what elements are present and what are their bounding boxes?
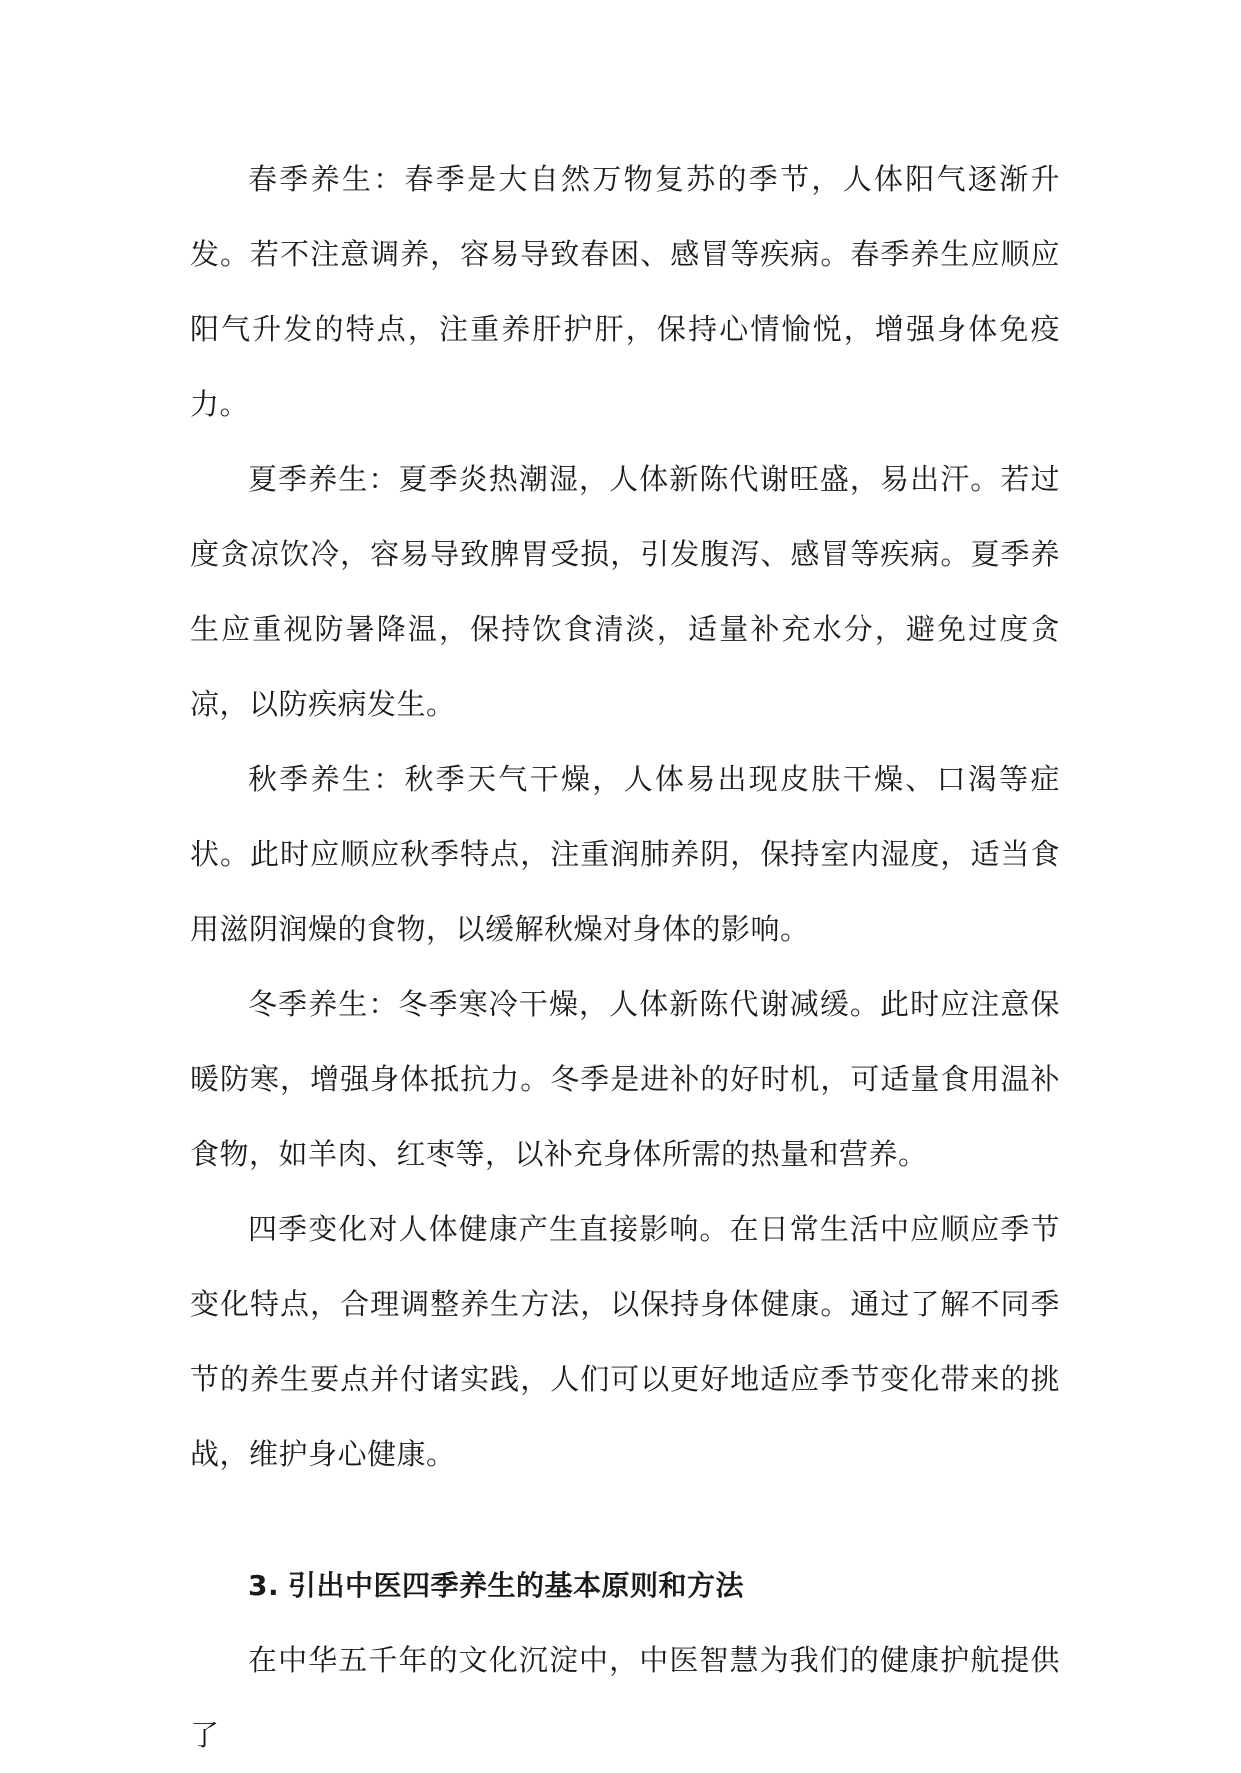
section-heading-title: 引出中医四季养生的基本原则和方法 xyxy=(288,1569,745,1602)
paragraph-summary: 四季变化对人体健康产生直接影响。在日常生活中应顺应季节变化特点，合理调整养生方法，以保持身体健康。通过了解不同季节的养生要点并付诸实践，人们可以更好地适应季节变化带来的挑战，维护身心健康。 xyxy=(190,1212,1060,1471)
paragraph-summer: 夏季养生：夏季炎热潮湿，人体新陈代谢旺盛，易出汗。若过度贪凉饮冷，容易导致脾胃受损，引发腹泻、感冒等疾病。夏季养生应重视防暑降温，保持饮食清淡，适量补充水分，避免过度贪凉，以防疾病发生。 xyxy=(190,462,1060,721)
paragraph-intro: 在中华五千年的文化沉淀中，中医智慧为我们的健康护航提供了 xyxy=(190,1643,1060,1752)
paragraph-autumn: 秋季养生：秋季天气干燥，人体易出现皮肤干燥、口渴等症状。此时应顺应秋季特点，注重润肺养阴，保持室内湿度，适当食用滋阴润燥的食物，以缓解秋燥对身体的影响。 xyxy=(190,762,1060,946)
paragraph-spring: 春季养生：春季是大自然万物复苏的季节，人体阳气逐渐升发。若不注意调养，容易导致春困、感冒等疾病。春季养生应顺应阳气升发的特点，注重养肝护肝，保持心情愉悦，增强身体免疫力。 xyxy=(190,162,1060,421)
paragraph-winter: 冬季养生：冬季寒冷干燥，人体新陈代谢减缓。此时应注意保暖防寒，增强身体抵抗力。冬季是进补的好时机，可适量食用温补食物，如羊肉、红枣等，以补充身体所需的热量和营养。 xyxy=(190,987,1060,1171)
document-body xyxy=(190,142,1060,1773)
section-heading-number: 3. xyxy=(248,1569,280,1602)
section-heading xyxy=(190,1548,1060,1623)
